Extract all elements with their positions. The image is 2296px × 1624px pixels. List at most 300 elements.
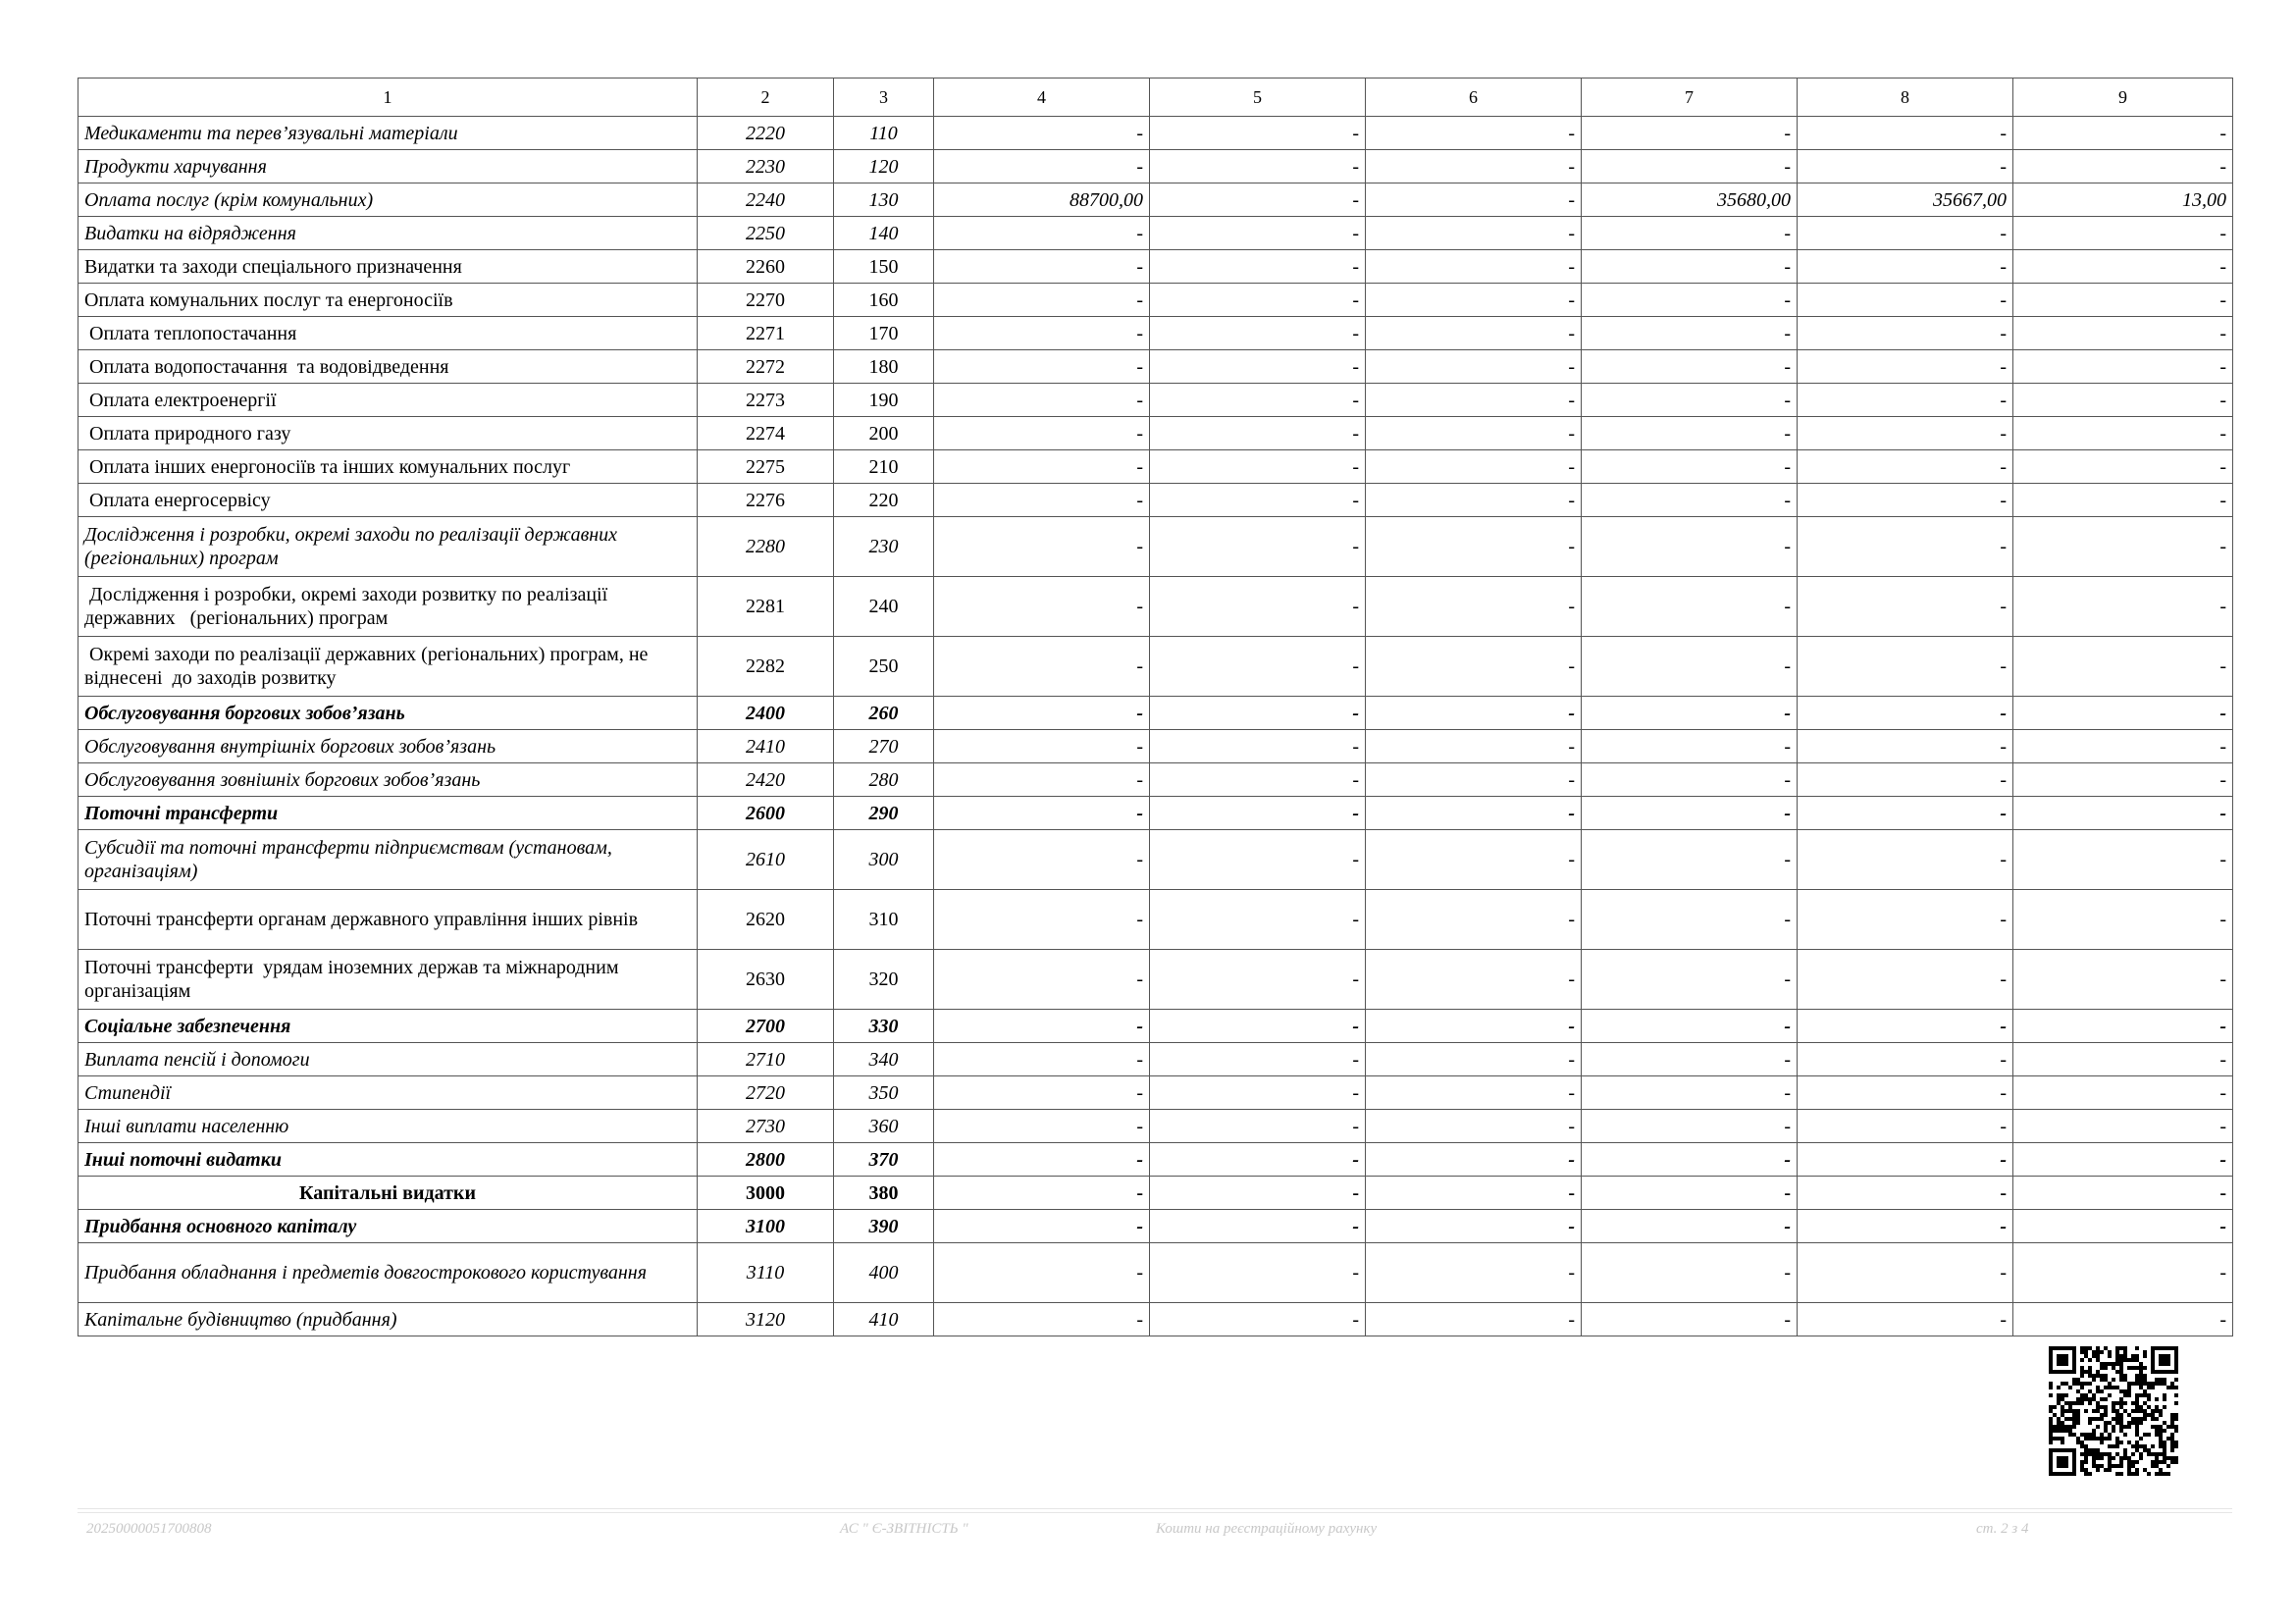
row-value-col4: - [934,350,1150,384]
row-value-col6: - [1366,950,1582,1010]
row-name: Обслуговування внутрішніх боргових зобов’язань [78,730,698,763]
row-value-col9: - [2013,950,2233,1010]
row-value-col7: - [1582,1043,1798,1076]
row-value-col8: - [1798,484,2013,517]
row-code: 3000 [698,1177,834,1210]
row-value-col8: - [1798,517,2013,577]
row-value-col5: - [1150,763,1366,797]
row-value-col7: - [1582,890,1798,950]
row-value-col5: - [1150,250,1366,284]
row-value-col8: - [1798,217,2013,250]
row-value-col7: - [1582,484,1798,517]
row-value-col5: - [1150,117,1366,150]
row-line-number: 170 [834,317,934,350]
row-code: 2220 [698,117,834,150]
row-line-number: 150 [834,250,934,284]
row-value-col9: - [2013,417,2233,450]
row-value-col9: - [2013,350,2233,384]
row-line-number: 350 [834,1076,934,1110]
row-value-col5: - [1150,1076,1366,1110]
row-code: 2271 [698,317,834,350]
row-value-col9: - [2013,117,2233,150]
table-row [78,1110,2233,1143]
row-code: 2800 [698,1143,834,1177]
row-line-number: 300 [834,830,934,890]
row-value-col8: - [1798,450,2013,484]
row-value-col5: - [1150,1010,1366,1043]
row-value-col9: - [2013,317,2233,350]
row-name: Інші виплати населенню [78,1110,698,1143]
row-line-number: 200 [834,417,934,450]
row-line-number: 290 [834,797,934,830]
table-row [78,150,2233,183]
row-value-col5: - [1150,1143,1366,1177]
row-value-col5: - [1150,350,1366,384]
row-value-col9: 13,00 [2013,183,2233,217]
row-line-number: 120 [834,150,934,183]
row-line-number: 370 [834,1143,934,1177]
row-name: Оплата інших енергоносіїв та інших комунальних послуг [78,450,698,484]
row-code: 3110 [698,1243,834,1303]
row-name: Окремі заходи по реалізації державних (регіональних) програм, не віднесені до заходів розвитку [78,637,698,697]
row-value-col7: - [1582,317,1798,350]
table-row [78,637,2233,697]
table-row [78,1303,2233,1336]
row-value-col9: - [2013,284,2233,317]
row-value-col7: - [1582,350,1798,384]
row-value-col4: - [934,763,1150,797]
table-row [78,577,2233,637]
row-value-col7: - [1582,1110,1798,1143]
row-value-col7: - [1582,417,1798,450]
column-number: 6 [1366,79,1582,117]
report-table [78,78,2233,1336]
row-value-col6: - [1366,1303,1582,1336]
row-name: Капітальні видатки [78,1177,698,1210]
row-value-col9: - [2013,384,2233,417]
row-name: Придбання обладнання і предметів довгострокового користування [78,1243,698,1303]
row-line-number: 400 [834,1243,934,1303]
row-name: Видатки та заходи спеціального призначення [78,250,698,284]
row-name: Медикаменти та перев’язувальні матеріали [78,117,698,150]
footer-system: АС " Є-ЗВІТНІСТЬ " [840,1521,968,1537]
row-value-col5: - [1150,830,1366,890]
row-name: Поточні трансферти органам державного управління інших рівнів [78,890,698,950]
row-value-col4: - [934,1177,1150,1210]
table-row [78,730,2233,763]
row-value-col5: - [1150,417,1366,450]
row-value-col9: - [2013,763,2233,797]
row-value-col8: - [1798,1143,2013,1177]
row-value-col4: - [934,730,1150,763]
row-value-col4: - [934,697,1150,730]
row-value-col8: - [1798,317,2013,350]
row-value-col7: - [1582,384,1798,417]
row-code: 3120 [698,1303,834,1336]
row-value-col6: - [1366,183,1582,217]
row-value-col5: - [1150,150,1366,183]
row-value-col7: - [1582,1010,1798,1043]
row-value-col9: - [2013,1076,2233,1110]
row-code: 2280 [698,517,834,577]
row-value-col4: - [934,150,1150,183]
row-value-col9: - [2013,577,2233,637]
row-value-col9: - [2013,450,2233,484]
row-value-col5: - [1150,1043,1366,1076]
table-row [78,384,2233,417]
row-name: Стипендії [78,1076,698,1110]
table-row [78,350,2233,384]
row-code: 2420 [698,763,834,797]
row-value-col5: - [1150,1110,1366,1143]
row-code: 2230 [698,150,834,183]
row-value-col9: - [2013,1177,2233,1210]
row-line-number: 310 [834,890,934,950]
row-value-col6: - [1366,417,1582,450]
row-value-col5: - [1150,484,1366,517]
row-value-col7: - [1582,697,1798,730]
row-value-col5: - [1150,1303,1366,1336]
row-value-col6: - [1366,250,1582,284]
row-value-col9: - [2013,517,2233,577]
row-value-col4: - [934,1010,1150,1043]
row-line-number: 410 [834,1303,934,1336]
row-name: Оплата комунальних послуг та енергоносіїв [78,284,698,317]
row-value-col8: - [1798,150,2013,183]
table-row [78,1177,2233,1210]
row-value-col7: - [1582,250,1798,284]
row-value-col6: - [1366,150,1582,183]
row-value-col4: - [934,1243,1150,1303]
table-row [78,763,2233,797]
row-line-number: 230 [834,517,934,577]
row-value-col4: - [934,484,1150,517]
row-value-col7: - [1582,150,1798,183]
row-name: Оплата теплопостачання [78,317,698,350]
row-value-col6: - [1366,797,1582,830]
row-value-col9: - [2013,150,2233,183]
footer-doc-id: 20250000051700808 [86,1521,212,1537]
row-value-col5: - [1150,317,1366,350]
row-value-col6: - [1366,730,1582,763]
row-value-col8: - [1798,1177,2013,1210]
row-line-number: 250 [834,637,934,697]
row-value-col9: - [2013,830,2233,890]
row-line-number: 270 [834,730,934,763]
row-name: Видатки на відрядження [78,217,698,250]
qr-code [2049,1346,2178,1476]
footer-page: ст. 2 з 4 [1976,1521,2029,1537]
row-value-col6: - [1366,1210,1582,1243]
row-name: Виплата пенсій і допомоги [78,1043,698,1076]
row-value-col8: - [1798,1243,2013,1303]
row-value-col9: - [2013,1243,2233,1303]
column-number: 1 [78,79,698,117]
row-code: 2274 [698,417,834,450]
table-row [78,950,2233,1010]
row-value-col6: - [1366,1177,1582,1210]
row-value-col6: - [1366,450,1582,484]
table-row [78,484,2233,517]
row-value-col5: - [1150,697,1366,730]
table-row [78,830,2233,890]
table-row [78,1243,2233,1303]
column-number: 2 [698,79,834,117]
row-value-col4: - [934,1210,1150,1243]
row-value-col8: - [1798,1303,2013,1336]
row-value-col4: - [934,797,1150,830]
row-name: Дослідження і розробки, окремі заходи розвитку по реалізації державних (регіональних) програм [78,577,698,637]
row-code: 2400 [698,697,834,730]
row-value-col8: - [1798,697,2013,730]
row-code: 2240 [698,183,834,217]
row-value-col6: - [1366,217,1582,250]
row-value-col9: - [2013,1010,2233,1043]
row-value-col7: - [1582,117,1798,150]
row-name: Дослідження і розробки, окремі заходи по реалізації державних (регіональних) програм [78,517,698,577]
row-line-number: 110 [834,117,934,150]
row-value-col6: - [1366,890,1582,950]
row-value-col8: - [1798,117,2013,150]
row-value-col4: - [934,384,1150,417]
row-value-col5: - [1150,284,1366,317]
table-row [78,417,2233,450]
row-value-col4: - [934,517,1150,577]
table-row [78,250,2233,284]
row-code: 2273 [698,384,834,417]
row-value-col9: - [2013,250,2233,284]
row-name: Оплата водопостачання та водовідведення [78,350,698,384]
row-value-col4: - [934,450,1150,484]
row-value-col9: - [2013,1143,2233,1177]
table-row [78,1143,2233,1177]
row-line-number: 260 [834,697,934,730]
row-value-col6: - [1366,697,1582,730]
row-value-col4: - [934,1076,1150,1110]
row-value-col4: - [934,830,1150,890]
row-code: 2276 [698,484,834,517]
row-value-col6: - [1366,317,1582,350]
row-value-col8: 35667,00 [1798,183,2013,217]
row-value-col7: - [1582,830,1798,890]
row-value-col6: - [1366,284,1582,317]
row-value-col7: 35680,00 [1582,183,1798,217]
row-name: Продукти харчування [78,150,698,183]
row-value-col5: - [1150,637,1366,697]
row-value-col5: - [1150,450,1366,484]
row-value-col9: - [2013,797,2233,830]
row-code: 2610 [698,830,834,890]
row-name: Субсидії та поточні трансферти підприємствам (установам, організаціям) [78,830,698,890]
row-value-col8: - [1798,730,2013,763]
row-value-col4: - [934,1143,1150,1177]
row-value-col5: - [1150,1243,1366,1303]
row-value-col6: - [1366,830,1582,890]
table-row [78,317,2233,350]
row-value-col8: - [1798,1043,2013,1076]
table-row [78,284,2233,317]
row-value-col7: - [1582,1076,1798,1110]
row-value-col4: - [934,250,1150,284]
row-value-col9: - [2013,730,2233,763]
column-number: 3 [834,79,934,117]
row-value-col6: - [1366,1043,1582,1076]
row-value-col8: - [1798,797,2013,830]
row-code: 2260 [698,250,834,284]
row-value-col8: - [1798,1076,2013,1110]
row-value-col7: - [1582,730,1798,763]
row-line-number: 340 [834,1043,934,1076]
row-value-col8: - [1798,830,2013,890]
row-value-col4: - [934,890,1150,950]
row-value-col6: - [1366,577,1582,637]
row-name: Оплата електроенергії [78,384,698,417]
row-code: 2272 [698,350,834,384]
table-row [78,697,2233,730]
row-value-col8: - [1798,577,2013,637]
row-value-col9: - [2013,890,2233,950]
row-value-col5: - [1150,890,1366,950]
column-number: 8 [1798,79,2013,117]
row-value-col5: - [1150,950,1366,1010]
row-value-col4: - [934,1303,1150,1336]
table-row [78,117,2233,150]
footer-form: Кошти на реєстраційному рахунку [1156,1521,1378,1537]
row-value-col7: - [1582,1243,1798,1303]
row-value-col7: - [1582,1177,1798,1210]
row-code: 2410 [698,730,834,763]
row-value-col8: - [1798,384,2013,417]
row-value-col8: - [1798,1210,2013,1243]
row-value-col8: - [1798,250,2013,284]
row-value-col7: - [1582,517,1798,577]
row-line-number: 190 [834,384,934,417]
row-value-col6: - [1366,1143,1582,1177]
row-value-col7: - [1582,1210,1798,1243]
row-value-col9: - [2013,1210,2233,1243]
row-value-col4: - [934,284,1150,317]
row-value-col8: - [1798,637,2013,697]
row-value-col5: - [1150,183,1366,217]
table-row [78,1210,2233,1243]
row-line-number: 280 [834,763,934,797]
row-value-col9: - [2013,697,2233,730]
row-value-col6: - [1366,1243,1582,1303]
row-code: 2281 [698,577,834,637]
row-value-col4: - [934,577,1150,637]
row-value-col4: - [934,117,1150,150]
row-name: Придбання основного капіталу [78,1210,698,1243]
row-value-col7: - [1582,950,1798,1010]
row-code: 3100 [698,1210,834,1243]
row-line-number: 380 [834,1177,934,1210]
table-row [78,517,2233,577]
table-row [78,217,2233,250]
table-row [78,890,2233,950]
row-value-col5: - [1150,384,1366,417]
row-value-col9: - [2013,484,2233,517]
row-name: Оплата послуг (крім комунальних) [78,183,698,217]
row-name: Капітальне будівництво (придбання) [78,1303,698,1336]
row-code: 2282 [698,637,834,697]
row-value-col6: - [1366,484,1582,517]
table-row [78,450,2233,484]
row-value-col4: - [934,217,1150,250]
row-code: 2250 [698,217,834,250]
row-line-number: 360 [834,1110,934,1143]
row-value-col6: - [1366,1076,1582,1110]
row-value-col9: - [2013,1043,2233,1076]
table-row [78,1043,2233,1076]
row-code: 2620 [698,890,834,950]
row-value-col8: - [1798,890,2013,950]
row-value-col5: - [1150,577,1366,637]
column-number: 4 [934,79,1150,117]
row-value-col6: - [1366,350,1582,384]
row-value-col7: - [1582,1143,1798,1177]
column-number: 9 [2013,79,2233,117]
row-value-col7: - [1582,577,1798,637]
row-value-col8: - [1798,1110,2013,1143]
row-line-number: 240 [834,577,934,637]
row-value-col9: - [2013,637,2233,697]
row-code: 2720 [698,1076,834,1110]
row-value-col4: - [934,1043,1150,1076]
row-value-col7: - [1582,450,1798,484]
row-value-col4: - [934,317,1150,350]
row-value-col8: - [1798,350,2013,384]
row-line-number: 160 [834,284,934,317]
row-code: 2630 [698,950,834,1010]
row-line-number: 140 [834,217,934,250]
row-value-col4: - [934,417,1150,450]
row-value-col9: - [2013,1110,2233,1143]
row-name: Поточні трансферти [78,797,698,830]
row-value-col7: - [1582,637,1798,697]
row-value-col5: - [1150,1210,1366,1243]
column-number: 7 [1582,79,1798,117]
row-value-col8: - [1798,417,2013,450]
table-row [78,183,2233,217]
row-value-col8: - [1798,763,2013,797]
table-row [78,1010,2233,1043]
row-code: 2730 [698,1110,834,1143]
row-value-col7: - [1582,763,1798,797]
row-value-col6: - [1366,117,1582,150]
row-value-col4: - [934,637,1150,697]
row-value-col7: - [1582,797,1798,830]
row-value-col6: - [1366,637,1582,697]
row-code: 2710 [698,1043,834,1076]
row-value-col5: - [1150,517,1366,577]
table-row [78,1076,2233,1110]
footer-divider [78,1508,2232,1509]
table-row [78,797,2233,830]
row-value-col6: - [1366,1110,1582,1143]
row-line-number: 180 [834,350,934,384]
row-value-col7: - [1582,217,1798,250]
row-code: 2700 [698,1010,834,1043]
row-name: Поточні трансферти урядам іноземних держав та міжнародним організаціям [78,950,698,1010]
row-value-col6: - [1366,384,1582,417]
row-value-col5: - [1150,1177,1366,1210]
row-line-number: 330 [834,1010,934,1043]
row-name: Інші поточні видатки [78,1143,698,1177]
row-value-col4: - [934,1110,1150,1143]
row-line-number: 320 [834,950,934,1010]
column-number-row [78,79,2233,117]
row-value-col5: - [1150,217,1366,250]
